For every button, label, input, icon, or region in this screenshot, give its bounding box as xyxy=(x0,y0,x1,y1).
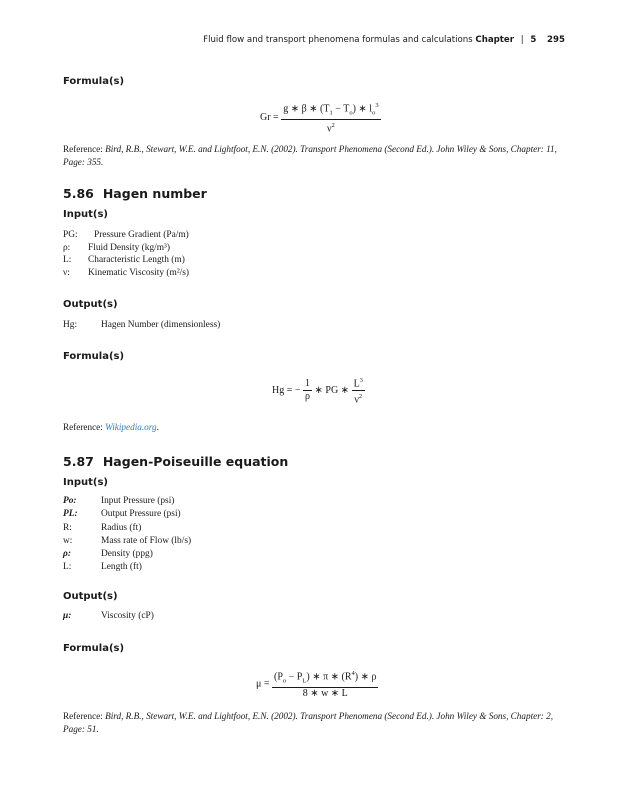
list-item: μ: Viscosity (cP) xyxy=(63,611,154,621)
section-number: 5.87 xyxy=(63,454,94,469)
list-item: Po: Input Pressure (psi) xyxy=(63,496,175,506)
reference-label: Reference: xyxy=(63,711,103,721)
hagen-poiseuille-reference xyxy=(63,710,563,736)
reference-link[interactable]: Wikipedia.org xyxy=(105,422,157,432)
list-item: Hg: Hagen Number (dimensionless) xyxy=(63,320,221,330)
grashof-formula: Gr = $\frac{g ∗ \beta ∗ (T_1 - T_o) ∗ l_o^3}{\nu^2}$ xyxy=(260,102,379,135)
list-item: w: Mass rate of Flow (lb/s) xyxy=(63,535,192,546)
input-heading: Input(s) xyxy=(63,477,108,488)
section-name: Hagen-Poiseuille equation xyxy=(102,454,289,469)
list-item: L: Characteristic Length (m) xyxy=(63,255,185,266)
header-separator: | xyxy=(520,35,524,45)
list-item: L: Length (ft) xyxy=(63,562,142,573)
output-heading: Output(s) xyxy=(63,591,118,602)
grashof-formula-heading: Formula(s) xyxy=(63,76,125,87)
running-header xyxy=(203,35,565,45)
hagen-formula: Hg = − $\frac{1}{\rho}$ ∗ PG ∗ $\frac{L^3}{\nu^2}$ xyxy=(272,377,363,406)
section-title xyxy=(63,186,563,201)
output-list xyxy=(63,610,563,623)
section-number: 5.86 xyxy=(63,186,94,201)
grashof-reference xyxy=(63,143,563,169)
input-list xyxy=(63,495,563,575)
reference-label: Reference: xyxy=(63,422,103,432)
hagen-reference: Reference: Wikipedia.org. xyxy=(63,422,159,432)
chapter-label: Chapter xyxy=(475,35,514,45)
reference-text: Bird, R.B., Stewart, W.E. and Lightfoot, E.N. (2002). Transport Phenomena (Second Ed.). John Wiley & Sons, Chapter: 2, Page: 51. xyxy=(63,711,554,734)
formula-heading: Formula(s) xyxy=(63,351,125,362)
list-item: PL: Output Pressure (psi) xyxy=(63,509,181,520)
list-item: ν: Kinematic Viscosity (m²/s) xyxy=(63,267,190,278)
running-title: Fluid flow and transport phenomena formulas and calculations xyxy=(203,35,473,45)
reference-text: Bird, R.B., Stewart, W.E. and Lightfoot, E.N. (2002). Transport Phenomena (Second Ed.). John Wiley & Sons, Chapter: 11, Page: 355. xyxy=(63,144,557,167)
hagen-poiseuille-formula: μ = $\frac{(P_o - P_L) ∗ \pi ∗ (R^4) ∗ \rho}{8 ∗ w ∗ L}$ xyxy=(256,670,377,700)
list-item: R: Radius (ft) xyxy=(63,522,142,533)
list-item: PG: Pressure Gradient (Pa/m) xyxy=(63,230,189,240)
section-title xyxy=(63,454,563,469)
output-heading: Output(s) xyxy=(63,299,118,310)
section-name: Hagen number xyxy=(102,186,207,201)
input-list xyxy=(63,229,563,279)
chapter-number: 5 xyxy=(530,35,537,45)
reference-label: Reference: xyxy=(63,144,103,154)
output-list xyxy=(63,319,563,332)
list-item: ρ: Density (ppg) xyxy=(63,549,153,560)
formula-heading: Formula(s) xyxy=(63,643,125,654)
list-item: ρ: Fluid Density (kg/m³) xyxy=(63,242,170,253)
page-number: 295 xyxy=(547,35,565,45)
input-heading: Input(s) xyxy=(63,209,108,220)
